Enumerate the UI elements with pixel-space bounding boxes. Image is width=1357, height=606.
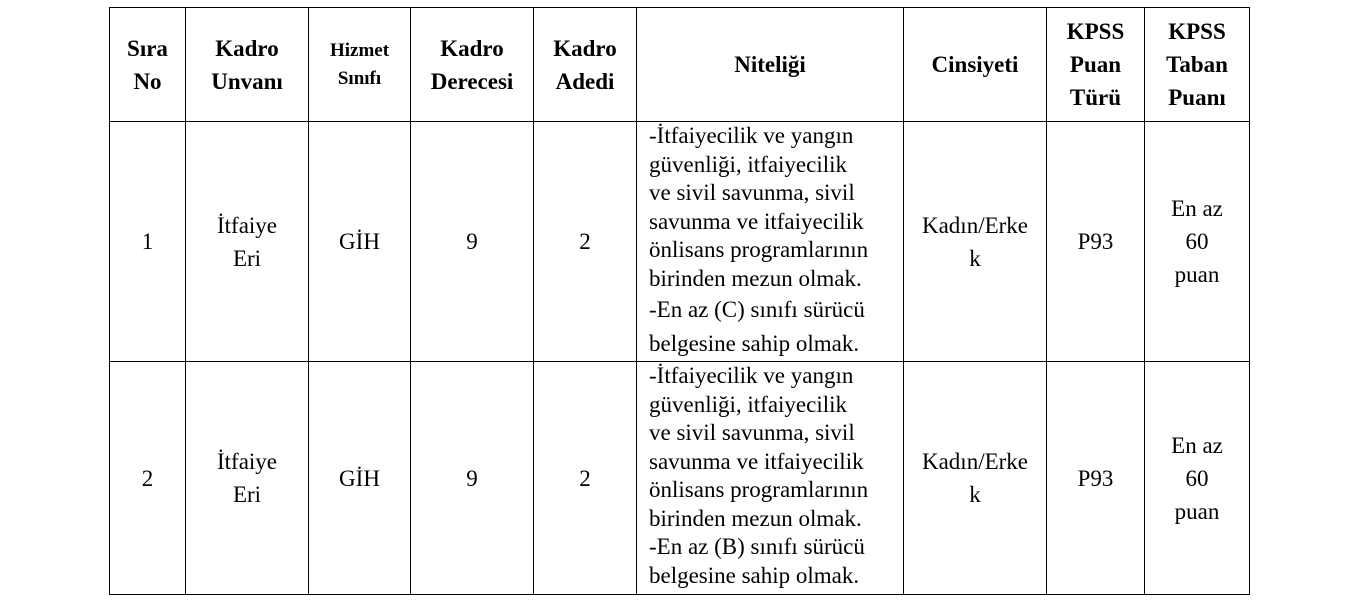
table-row bbox=[110, 362, 1250, 595]
header-row bbox=[110, 8, 1250, 122]
cell-kadro-adedi: 2 bbox=[534, 362, 637, 595]
cell-kadro-unvani: İtfaiye Eri bbox=[186, 122, 309, 362]
cell-niteligi: -İtfaiyecilik ve yangın güvenliği, itfaiyecilik ve sivil savunma, sivil savunma ve itfaiyecilik önlisans programlarının birinden mezun olmak. -En az (C) sınıfı sürücü belgesine sahip olmak. bbox=[637, 122, 904, 362]
header-kadro-derecesi: Kadro Derecesi bbox=[411, 8, 534, 122]
header-sira-no: Sıra No bbox=[110, 8, 186, 122]
header-cinsiyeti: Cinsiyeti bbox=[904, 8, 1047, 122]
staff-position-table bbox=[109, 7, 1250, 595]
header-kpss-taban-puani: KPSS Taban Puanı bbox=[1145, 8, 1250, 122]
cell-sira-no: 1 bbox=[110, 122, 186, 362]
cell-hizmet-sinifi: GİH bbox=[309, 362, 411, 595]
header-kadro-unvani: Kadro Unvanı bbox=[186, 8, 309, 122]
cell-cinsiyeti: Kadın/Erke k bbox=[904, 362, 1047, 595]
cell-sira-no: 2 bbox=[110, 362, 186, 595]
cell-hizmet-sinifi: GİH bbox=[309, 122, 411, 362]
cell-kpss-puan-turu: P93 bbox=[1047, 122, 1145, 362]
header-niteligi: Niteliği bbox=[637, 8, 904, 122]
cell-kpss-puan-turu: P93 bbox=[1047, 362, 1145, 595]
table-row bbox=[110, 122, 1250, 362]
header-hizmet-sinifi: Hizmet Sınıfı bbox=[309, 8, 411, 122]
header-kadro-adedi: Kadro Adedi bbox=[534, 8, 637, 122]
cell-kpss-taban-puani: En az 60 puan bbox=[1145, 122, 1250, 362]
cell-niteligi: -İtfaiyecilik ve yangın güvenliği, itfaiyecilik ve sivil savunma, sivil savunma ve itfaiyecilik önlisans programlarının birinden mezun olmak. -En az (B) sınıfı sürücü belgesine sahip olmak. bbox=[637, 362, 904, 595]
cell-kadro-unvani: İtfaiye Eri bbox=[186, 362, 309, 595]
cell-kadro-derecesi: 9 bbox=[411, 122, 534, 362]
cell-cinsiyeti: Kadın/Erke k bbox=[904, 122, 1047, 362]
cell-kadro-derecesi: 9 bbox=[411, 362, 534, 595]
header-kpss-puan-turu: KPSS Puan Türü bbox=[1047, 8, 1145, 122]
cell-kadro-adedi: 2 bbox=[534, 122, 637, 362]
cell-kpss-taban-puani: En az 60 puan bbox=[1145, 362, 1250, 595]
